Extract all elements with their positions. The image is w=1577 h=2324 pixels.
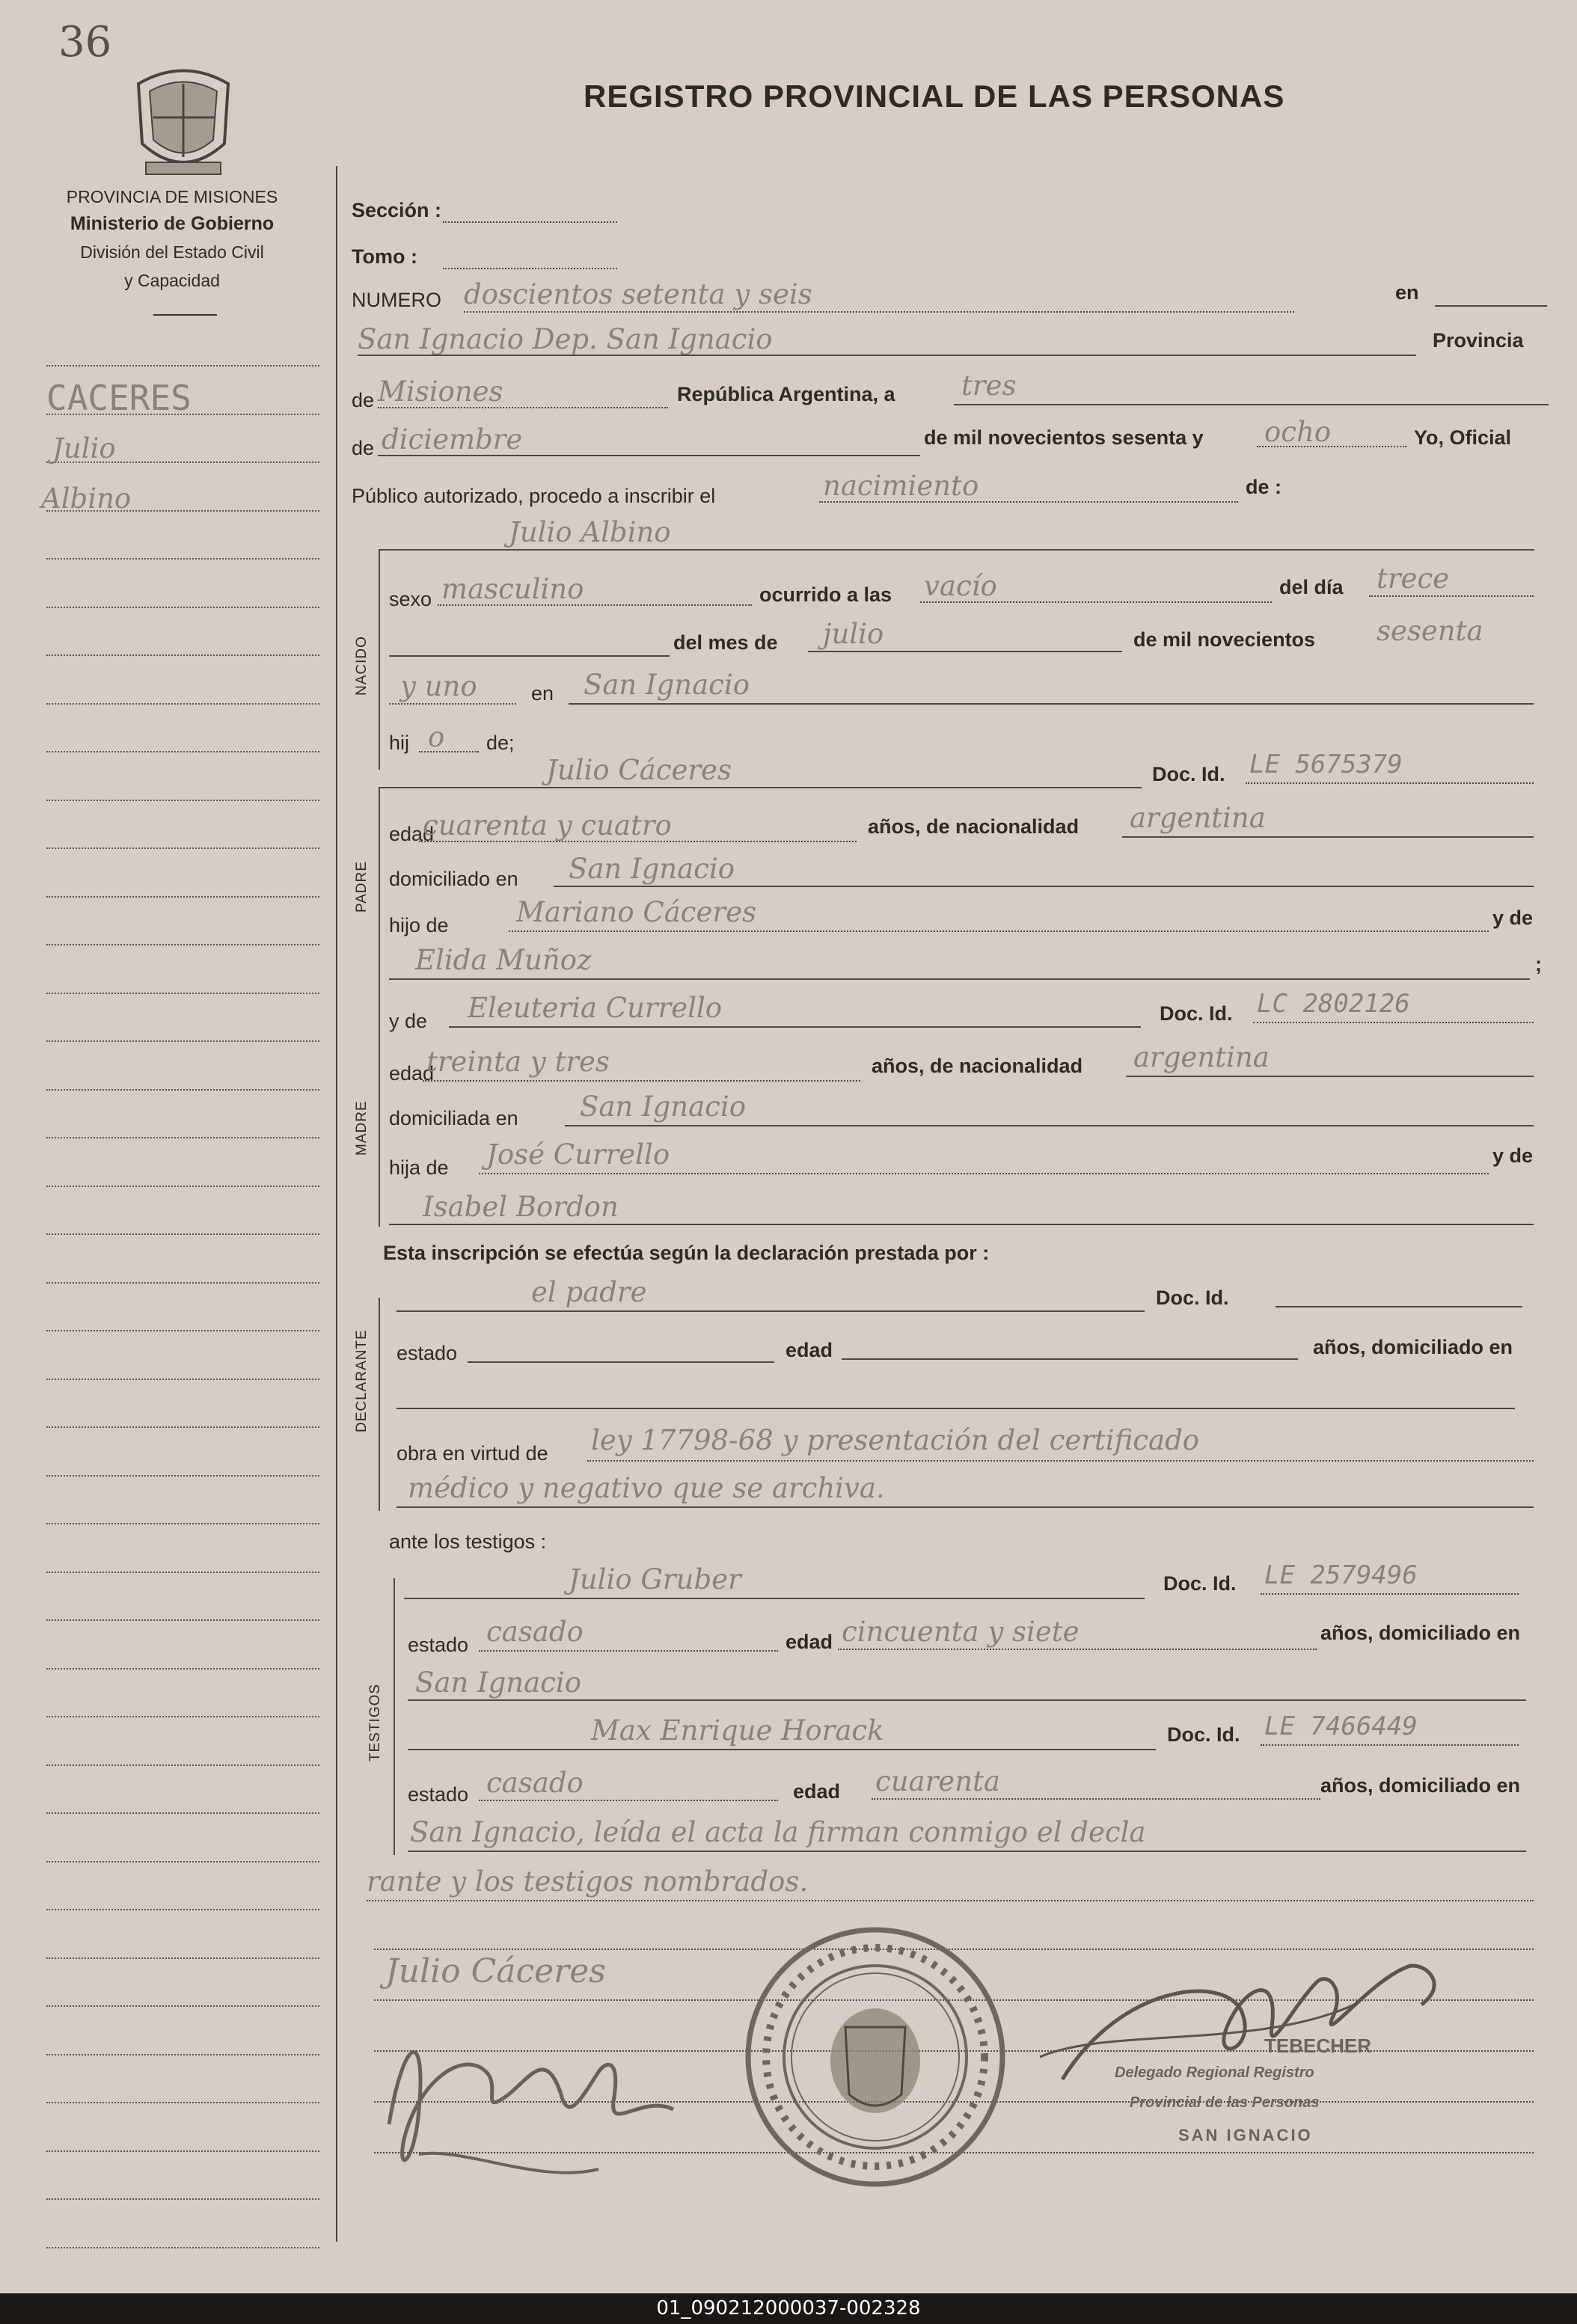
madre-y-de-label-2: y de: [1492, 1144, 1534, 1167]
nombre-value: Julio Albino: [509, 516, 671, 548]
madre-name-field: [449, 1026, 1141, 1028]
anio-field: [1257, 446, 1406, 447]
padre-edad-value: cuarenta y cuatro: [423, 809, 672, 841]
declarante-edad-field: [842, 1358, 1298, 1360]
testigo1-estado-label: estado: [408, 1634, 469, 1656]
margin-rule-line: [46, 2054, 319, 2055]
official-stamp-line2: Provincial de las Personas: [1130, 2094, 1320, 2111]
obra-value-1: ley 17798-68 y presentación del certificado: [591, 1424, 1200, 1456]
margin-rule-line: [46, 1379, 319, 1380]
margin-rule-line: [46, 1040, 319, 1042]
hij-label: hij: [389, 732, 410, 754]
madre-hija-de-field: [479, 1173, 1489, 1174]
tomo-field: [443, 268, 617, 269]
testigo2-field: [408, 1749, 1156, 1750]
testigo1-estado-field: [479, 1650, 778, 1652]
madre-madre-value: Isabel Bordon: [423, 1191, 619, 1223]
dia-field: [954, 404, 1549, 405]
declarante-dom-label: años, domiciliado en: [1313, 1336, 1513, 1358]
testigo2-doc-label: Doc. Id.: [1167, 1723, 1240, 1746]
declarante-estado-field: [468, 1361, 774, 1363]
madre-nac-field: [1126, 1076, 1534, 1077]
padre-doc-field: [1246, 782, 1534, 784]
padre-dom-field: [554, 886, 1534, 887]
cierre-value-2: rante y los testigos nombrados.: [367, 1865, 809, 1898]
testigo2-dom-label: años, domiciliado en: [1320, 1774, 1521, 1797]
signature-official-icon: [1032, 1937, 1481, 2117]
margin-rule-line: [46, 1137, 319, 1138]
header-capacity: y Capacidad: [124, 271, 220, 290]
dia-nac-field: [1369, 595, 1534, 597]
del-dia-label: del día: [1279, 576, 1344, 598]
madre-doc-value: LC 2802126: [1257, 989, 1410, 1019]
cierre-field-1: [408, 1851, 1526, 1852]
sexo-label: sexo: [389, 588, 432, 610]
madre-doc-label: Doc. Id.: [1160, 1002, 1233, 1025]
testigo1-dom-field: [408, 1699, 1526, 1701]
testigo2-estado-label: estado: [408, 1783, 469, 1806]
padre-nac-value: argentina: [1130, 802, 1266, 834]
margin-rule-line: [46, 2150, 319, 2152]
margin-rule-line: [46, 1572, 319, 1573]
de-label-2: de: [352, 437, 375, 459]
testigo2-value: Max Enrique Horack: [591, 1714, 884, 1747]
testigo2-edad-value: cuarenta: [875, 1765, 1000, 1797]
anio-nac-value-2: y uno: [400, 670, 477, 702]
publico-label: Público autorizado, procedo a inscribir el: [352, 485, 716, 507]
esta-inscripcion-label: Esta inscripción se efectúa según la declaración prestada por :: [383, 1242, 990, 1264]
testigo2-estado-field: [479, 1800, 778, 1801]
de-mil-label: de mil novecientos sesenta y: [924, 426, 1204, 449]
padre-hijo-de-label: hijo de: [389, 914, 449, 936]
madre-madre-field: [389, 1224, 1534, 1225]
madre-y-de-label: y de: [389, 1010, 428, 1032]
padre-nac-field: [1122, 836, 1534, 838]
margin-rule-line: [46, 847, 319, 849]
declarante-section-label: DECLARANTE: [354, 1329, 370, 1432]
testigo1-edad-value: cincuenta y siete: [842, 1616, 1080, 1648]
madre-edad-field: [423, 1080, 860, 1082]
margin-rule-line: [46, 1186, 319, 1187]
cierre-field-2: [367, 1900, 1534, 1901]
padre-madre-value: Elida Muñoz: [415, 944, 592, 976]
madre-doc-field: [1253, 1022, 1534, 1023]
de-colon-label: de :: [1246, 476, 1282, 498]
padre-semicolon: ;: [1535, 953, 1542, 975]
hij-field: [419, 751, 479, 752]
margin-rule-line: [46, 1812, 319, 1814]
signature-witness-icon: [374, 2005, 688, 2192]
declarante-doc-field: [1276, 1306, 1522, 1307]
header-province: PROVINCIA DE MISIONES: [66, 187, 278, 206]
madre-hija-de-value: José Currello: [486, 1138, 670, 1171]
margin-second-name: Albino: [41, 482, 132, 515]
testigo1-edad-label: edad: [786, 1631, 833, 1653]
del-mes-field-left: [389, 655, 670, 657]
declarante-value: el padre: [531, 1276, 647, 1308]
padre-name-value: Julio Cáceres: [546, 754, 732, 786]
madre-edad-value: treinta y tres: [426, 1046, 610, 1078]
margin-rule-line: [46, 1330, 319, 1331]
margin-rule-line: [46, 1523, 319, 1524]
margin-rule-line: [46, 751, 319, 752]
margin-rule-line: [46, 2005, 319, 2007]
hora-value: vacío: [924, 570, 997, 602]
obra-label: obra en virtud de: [396, 1442, 548, 1465]
margin-rule-line: [46, 365, 319, 367]
seccion-field: [443, 221, 617, 223]
header-division: División del Estado Civil: [80, 242, 264, 262]
anio-value: ocho: [1264, 416, 1332, 448]
margin-rule-line: [46, 1765, 319, 1766]
en-field: [1435, 305, 1547, 307]
nacido-section-label: NACIDO: [354, 636, 370, 696]
acto-field: [819, 501, 1238, 503]
obra-field-1: [587, 1460, 1534, 1462]
margin-rule-line: [46, 703, 319, 705]
margin-rule-line: [46, 1957, 319, 1959]
del-mes-label: del mes de: [673, 631, 778, 654]
margin-first-name: Julio: [52, 432, 116, 465]
padre-edad-label: edad: [389, 823, 435, 845]
obra-value-2: médico y negativo que se archiva.: [408, 1472, 885, 1504]
mes-nac-field: [808, 651, 1122, 652]
official-stamp-line3: SAN IGNACIO: [1178, 2126, 1313, 2144]
margin-rule-line: [46, 993, 319, 994]
margin-rule-line: [46, 800, 319, 801]
margin-surname: CACERES: [46, 378, 192, 418]
testigo2-edad-label: edad: [793, 1780, 841, 1803]
official-stamp-name: TEBECHER: [1264, 2035, 1372, 2057]
mes-nac-value: julio: [823, 618, 884, 650]
declarante-doc-label: Doc. Id.: [1156, 1287, 1229, 1309]
official-stamp-line1: Delegado Regional Registro: [1115, 2064, 1314, 2081]
seccion-label: Sección :: [352, 199, 442, 221]
padre-y-de-label: y de: [1492, 907, 1534, 929]
official-seal-icon: [741, 1922, 1010, 2192]
testigo1-estado-value: casado: [486, 1616, 584, 1648]
provincia-value: Misiones: [378, 375, 503, 408]
de-mil-nov-label: de mil novecientos: [1133, 628, 1316, 651]
document-title: REGISTRO PROVINCIAL DE LAS PERSONAS: [584, 79, 1285, 114]
sexo-value: masculino: [441, 573, 584, 605]
padre-name-field: [379, 787, 1142, 788]
ocurrido-label: ocurrido a las: [759, 583, 892, 606]
padre-doc-value: LE 5675379: [1249, 749, 1403, 779]
madre-dom-field: [565, 1125, 1534, 1126]
header-ministry: Ministerio de Gobierno: [70, 213, 275, 234]
margin-rule-line: [46, 1426, 319, 1428]
padre-madre-field: [389, 978, 1530, 980]
padre-nac-label: años, de nacionalidad: [868, 815, 1080, 838]
margin-rule-line: [46, 2198, 319, 2200]
madre-dom-value: San Ignacio: [580, 1091, 747, 1123]
madre-hija-de-label: hija de: [389, 1156, 449, 1179]
testigo1-dom-label: años, domiciliado en: [1320, 1622, 1521, 1644]
mes-field: [378, 455, 920, 456]
margin-rule-line: [46, 607, 319, 608]
testigo2-estado-value: casado: [486, 1767, 584, 1799]
testigo1-doc-field: [1261, 1593, 1519, 1595]
numero-value: doscientos setenta y seis: [464, 278, 812, 310]
madre-section-label: MADRE: [354, 1100, 370, 1156]
margin-rule-line: [46, 1089, 319, 1091]
testigos-section-label: TESTIGOS: [367, 1683, 383, 1762]
margin-rule-line: [46, 896, 319, 898]
lugar-nac-value: San Ignacio: [584, 669, 750, 701]
margin-rule-line: [46, 1716, 319, 1717]
lugar-field: [358, 355, 1416, 356]
padre-doc-label: Doc. Id.: [1152, 763, 1225, 785]
declarante-estado-label: estado: [396, 1342, 458, 1364]
testigos-bracket: [394, 1578, 395, 1855]
page-number: 36: [58, 18, 112, 67]
padre-hijo-de-value: Mariano Cáceres: [516, 896, 756, 928]
testigo1-field: [404, 1598, 1145, 1599]
hij-value: o: [428, 721, 445, 753]
padre-dom-value: San Ignacio: [569, 853, 735, 885]
numero-field: [464, 311, 1294, 313]
madre-nac-label: años, de nacionalidad: [872, 1055, 1083, 1077]
nacido-bracket: [379, 549, 380, 770]
padre-dom-label: domiciliado en: [389, 868, 518, 890]
madre-bracket: [379, 1002, 380, 1227]
madre-edad-label: edad: [389, 1062, 435, 1085]
cierre-value-1: San Ignacio, leída el acta la firman conmigo el decla: [410, 1816, 1146, 1848]
declarante-dom-field: [396, 1408, 1515, 1409]
testigo1-doc-label: Doc. Id.: [1163, 1572, 1237, 1595]
tomo-label: Tomo :: [352, 245, 417, 268]
testigo1-edad-field: [838, 1649, 1317, 1650]
declarante-bracket: [379, 1298, 380, 1511]
padre-edad-field: [419, 841, 857, 842]
declarante-edad-label: edad: [786, 1339, 833, 1361]
republica-label: República Argentina, a: [677, 383, 895, 405]
margin-rule-line: [46, 558, 319, 559]
yo-oficial-label: Yo, Oficial: [1414, 426, 1512, 449]
margin-rule-line: [46, 1909, 319, 1910]
testigo1-value: Julio Gruber: [569, 1563, 741, 1595]
lugar-nac-field: [569, 703, 1534, 705]
mes-value: diciembre: [382, 423, 523, 456]
sexo-field: [438, 604, 752, 606]
margin-rule-line: [46, 944, 319, 945]
dia-nac-value: trece: [1377, 562, 1450, 595]
madre-nac-value: argentina: [1133, 1041, 1270, 1073]
provincia-label: Provincia: [1433, 329, 1524, 352]
madre-name-value: Eleuteria Currello: [468, 992, 723, 1024]
declarante-field: [396, 1310, 1145, 1312]
province-crest-icon: [131, 61, 236, 181]
margin-divider: [336, 166, 337, 2242]
numero-label: NUMERO: [352, 289, 441, 311]
provincia-field: [378, 407, 668, 408]
anio-nac-value: sesenta: [1377, 615, 1483, 647]
margin-rule-line: [46, 1668, 319, 1670]
image-id-footer: 01_090212000037-002328: [0, 2293, 1577, 2324]
signature-father: Julio Cáceres: [385, 1952, 606, 1990]
margin-rule-line: [46, 1619, 319, 1621]
madre-dom-label: domiciliada en: [389, 1107, 518, 1129]
testigo2-edad-field: [872, 1798, 1320, 1800]
lugar-value: San Ignacio Dep. San Ignacio: [358, 323, 773, 355]
en-label-nac: en: [531, 682, 554, 705]
testigo1-dom-value: San Ignacio: [415, 1667, 582, 1699]
margin-rule-line: [46, 2247, 319, 2248]
anio-nac-field-2: [389, 703, 516, 705]
hora-field: [920, 601, 1272, 603]
en-label: en: [1395, 281, 1419, 304]
testigo2-doc-field: [1261, 1744, 1519, 1746]
dia-value: tres: [961, 370, 1017, 402]
margin-rule-line: [46, 1282, 319, 1284]
padre-hijo-de-field: [509, 930, 1489, 932]
testigo2-doc-value: LE 7466449: [1264, 1711, 1418, 1741]
ante-testigos-label: ante los testigos :: [389, 1530, 547, 1553]
margin-rule-line: [46, 1861, 319, 1862]
padre-bracket: [379, 787, 380, 1011]
margin-rule-line: [46, 654, 319, 656]
acto-value: nacimiento: [823, 470, 979, 502]
header-divider: [153, 314, 217, 316]
padre-section-label: PADRE: [354, 860, 370, 913]
testigo1-doc-value: LE 2579496: [1264, 1560, 1418, 1590]
margin-rule-line: [46, 1475, 319, 1477]
de-label-1: de: [352, 389, 375, 411]
margin-rule-line: [46, 1233, 319, 1235]
nombre-field: [379, 549, 1534, 551]
hij-de-label: de;: [486, 732, 515, 754]
obra-field-2: [396, 1506, 1534, 1508]
margin-rule-line: [46, 2102, 319, 2103]
